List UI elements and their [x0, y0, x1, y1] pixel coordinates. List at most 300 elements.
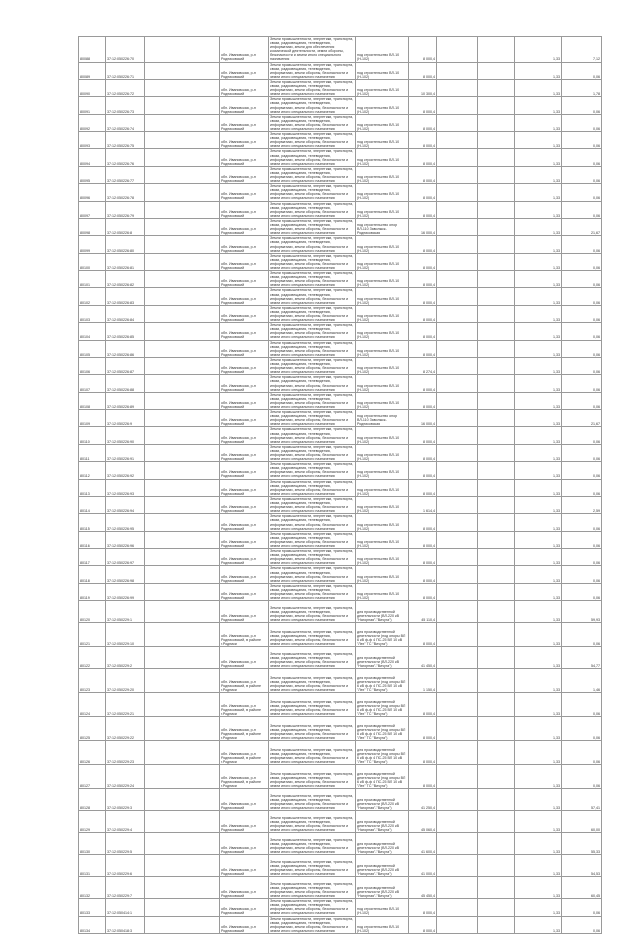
rate-text: 1,33: [553, 387, 560, 392]
empty-cell: [478, 323, 515, 340]
permitted-use-cell: [356, 566, 409, 583]
row-number-cell: [79, 323, 106, 340]
address-text: обл. Ивановская, р-н Родниковский: [221, 296, 256, 305]
row-number-text: 80108: [80, 404, 90, 409]
address-text: обл. Ивановская, р-н Родниковский: [221, 70, 256, 79]
empty-cell: [437, 693, 478, 717]
cadastral-number-cell: [106, 601, 145, 623]
land-category-cell: [269, 375, 356, 392]
empty-cell: [437, 789, 478, 811]
permitted-use-cell: [356, 531, 409, 548]
empty-cell: [437, 97, 478, 114]
empty-cell: [478, 566, 515, 583]
land-category-cell: [269, 496, 356, 513]
permitted-use-cell: [356, 765, 409, 789]
permitted-use-cell: [356, 357, 409, 374]
land-category-cell: [269, 811, 356, 833]
table-row: [79, 218, 602, 235]
permitted-use-text: под строительство ВЛ-10 (Н-102): [357, 209, 400, 218]
permitted-use-cell: [356, 236, 409, 253]
empty-cell: [437, 357, 478, 374]
empty-cell: [145, 623, 220, 647]
land-category-text: Земли промышленности, энергетики, транспорта, связи, радиовещания, телевидения, информатики, земли обороны, безопасности и земли иного специального назначения: [270, 149, 354, 166]
address-text: обл. Ивановская, р-н Родниковский, в районе г.Родники: [221, 679, 262, 693]
empty-cell: [437, 479, 478, 496]
empty-cell: [145, 97, 220, 114]
empty-cell: [145, 741, 220, 765]
table-row: [79, 877, 602, 899]
row-number-text: 80094: [80, 161, 90, 166]
address-text: обл. Ивановская, р-н Родниковский: [221, 209, 256, 218]
rate-text: 1,33: [553, 760, 560, 765]
cadastral-number-text: 37:12:050229:21: [107, 712, 134, 717]
empty-cell: [145, 340, 220, 357]
empty-cell: [437, 833, 478, 855]
empty-cell: [145, 166, 220, 183]
tax-cell: [562, 647, 602, 669]
cadastral-number-cell: [106, 916, 145, 933]
permitted-use-cell: [356, 288, 409, 305]
row-number-text: 80095: [80, 179, 90, 184]
area-text: 8 000,4: [423, 213, 435, 218]
empty-cell: [437, 323, 478, 340]
area-text: 41 450,4: [421, 664, 435, 669]
address-text: обл. Ивановская, р-н Родниковский: [221, 227, 256, 236]
row-number-text: 80121: [80, 642, 90, 647]
area-text: 8 000,4: [423, 911, 435, 916]
permitted-use-text: для производственной деятельности (под опоры ВЛ 6 кВ ф-ф 4 ПС-25 ВЛ 10 кВ "Лех" ТС "Вичуга"): [357, 699, 406, 717]
rate-text: 1,33: [553, 318, 560, 323]
area-text: 41 250,4: [421, 806, 435, 811]
area-cell: [409, 531, 437, 548]
land-category-text: Земли промышленности, энергетики, транспорта, связи, радиовещания, телевидения, информатики, земли обороны, безопасности и земли иного специального назначения: [270, 166, 354, 184]
empty-cell: [478, 166, 515, 183]
area-cell: [409, 323, 437, 340]
row-number-text: 80112: [80, 474, 90, 479]
empty-cell: [437, 392, 478, 409]
area-cell: [409, 833, 437, 855]
table-row: [79, 132, 602, 149]
permitted-use-text: под строительство ВЛ-10 (Н-102): [357, 574, 400, 583]
area-text: 8 000,4: [423, 642, 435, 647]
row-number-text: 80110: [80, 439, 90, 444]
row-number-text: 80096: [80, 196, 90, 201]
row-number-cell: [79, 97, 106, 114]
cadastral-number-cell: [106, 305, 145, 322]
tax-cell: [562, 184, 602, 201]
cadastral-number-text: 37:12:050226:8: [107, 231, 132, 236]
area-text: 8 000,4: [423, 318, 435, 323]
permitted-use-text: под строительство ВЛ-10 (Н-102): [357, 192, 400, 201]
row-number-text: 80132: [80, 894, 90, 899]
rate-cell: [515, 79, 562, 96]
row-number-cell: [79, 410, 106, 427]
permitted-use-text: под строительство ВЛ-10 (Н-102): [357, 105, 400, 114]
land-category-cell: [269, 765, 356, 789]
permitted-use-text: для производственной деятельности (ВЛ-220 кВ "Нагорная"-"Вичуга"): [357, 863, 399, 877]
table-row: [79, 549, 602, 566]
empty-cell: [478, 236, 515, 253]
address-text: обл. Ивановская, р-н Родниковский: [221, 574, 256, 583]
rate-cell: [515, 201, 562, 218]
table-row: [79, 623, 602, 647]
area-cell: [409, 855, 437, 877]
tax-text: 60,00: [591, 828, 600, 833]
tax-cell: [562, 899, 602, 916]
land-category-cell: [269, 323, 356, 340]
rate-cell: [515, 305, 562, 322]
land-category-text: Земли промышленности, энергетики, транспорта, связи, радиовещания, телевидения, информатики, земли обороны, безопасности и земли иного специального назначения: [270, 747, 354, 765]
address-text: обл. Ивановская, р-н Родниковский: [221, 522, 256, 531]
tax-text: 0,06: [593, 543, 600, 548]
cadastral-number-text: 37:12:050226:95: [107, 526, 134, 531]
permitted-use-text: под строительство ВЛ-10 (Н-102): [357, 907, 400, 916]
empty-cell: [145, 566, 220, 583]
address-cell: [220, 765, 269, 789]
cadastral-number-cell: [106, 789, 145, 811]
address-cell: [220, 323, 269, 340]
row-number-cell: [79, 392, 106, 409]
permitted-use-cell: [356, 916, 409, 933]
row-number-text: 80117: [80, 561, 90, 566]
rate-text: 1,33: [553, 806, 560, 811]
rate-text: 1,33: [553, 828, 560, 833]
tax-text: 0,06: [593, 457, 600, 462]
area-cell: [409, 375, 437, 392]
address-cell: [220, 623, 269, 647]
land-category-cell: [269, 669, 356, 693]
cadastral-number-text: 37:12:050229:7: [107, 894, 132, 899]
land-category-text: Земли промышленности, энергетики, транспорта, связи, радиовещания, телевидения, информатики, земли обороны, безопасности и земли иного специального назначения: [270, 184, 354, 201]
cadastral-number-cell: [106, 184, 145, 201]
address-text: обл. Ивановская, р-н Родниковский: [221, 824, 256, 833]
tax-cell: [562, 97, 602, 114]
tax-cell: [562, 236, 602, 253]
land-category-text: Земли промышленности, энергетики, транспорта, связи, радиовещания, телевидения, информатики, земли обороны, безопасности и земли иного специального назначения: [270, 427, 354, 444]
empty-cell: [145, 392, 220, 409]
empty-cell: [478, 693, 515, 717]
tax-cell: [562, 149, 602, 166]
row-number-cell: [79, 253, 106, 270]
empty-cell: [145, 288, 220, 305]
land-category-text: Земли промышленности, энергетики, транспорта, связи, радиовещания, телевидения, информатики, земли обороны, безопасности и земли иного специального назначения: [270, 479, 354, 496]
table-row: [79, 357, 602, 374]
table-row: [79, 855, 602, 877]
rate-text: 1,33: [553, 688, 560, 693]
empty-cell: [478, 514, 515, 531]
cadastral-number-cell: [106, 132, 145, 149]
cadastral-number-cell: [106, 462, 145, 479]
area-cell: [409, 479, 437, 496]
rate-text: 1,33: [553, 265, 560, 270]
rate-text: 1,33: [553, 109, 560, 114]
cadastral-number-text: 37:12:050229:5: [107, 850, 132, 855]
empty-cell: [145, 149, 220, 166]
rate-cell: [515, 132, 562, 149]
area-cell: [409, 741, 437, 765]
address-text: обл. Ивановская, р-н Родниковский: [221, 314, 256, 323]
rate-text: 1,33: [553, 370, 560, 375]
area-cell: [409, 184, 437, 201]
cadastral-number-text: 37:12:050226:99: [107, 596, 134, 601]
empty-cell: [437, 811, 478, 833]
cadastral-number-cell: [106, 271, 145, 288]
area-cell: [409, 717, 437, 741]
row-number-text: 80127: [80, 784, 90, 789]
tax-text: 0,06: [593, 179, 600, 184]
table-row: [79, 514, 602, 531]
land-category-text: Земли промышленности, энергетики, транспорта, связи, радиовещания, телевидения, информатики, земли обороны, безопасности и земли иного специального назначения: [270, 357, 354, 375]
address-text: обл. Ивановская, р-н Родниковский: [221, 435, 256, 444]
address-cell: [220, 184, 269, 201]
cadastral-number-text: 37:12:050226:98: [107, 578, 134, 583]
tax-text: 0,06: [593, 491, 600, 496]
row-number-text: 80120: [80, 618, 90, 623]
row-number-text: 80119: [80, 596, 90, 601]
cadastral-number-text: 37:12:050226:87: [107, 370, 134, 375]
empty-cell: [437, 855, 478, 877]
empty-cell: [145, 549, 220, 566]
rate-cell: [515, 392, 562, 409]
land-category-cell: [269, 166, 356, 183]
cadastral-number-cell: [106, 765, 145, 789]
tax-cell: [562, 855, 602, 877]
land-category-cell: [269, 462, 356, 479]
rate-text: 1,33: [553, 850, 560, 855]
permitted-use-text: под строительство ВЛ-10 (Н-102): [357, 400, 400, 409]
empty-cell: [478, 462, 515, 479]
address-text: обл. Ивановская, р-н Родниковский: [221, 470, 256, 479]
rate-text: 1,33: [553, 736, 560, 741]
empty-cell: [437, 375, 478, 392]
permitted-use-text: под строительство ВЛ-10 (Н-102): [357, 88, 400, 97]
address-cell: [220, 811, 269, 833]
cadastral-number-cell: [106, 37, 145, 63]
cadastral-number-cell: [106, 392, 145, 409]
area-text: 8 000,4: [423, 784, 435, 789]
address-text: обл. Ивановская, р-н Родниковский, в районе г.Родники: [221, 703, 262, 717]
permitted-use-cell: [356, 218, 409, 235]
row-number-cell: [79, 583, 106, 600]
empty-cell: [437, 531, 478, 548]
cadastral-number-cell: [106, 288, 145, 305]
empty-cell: [478, 669, 515, 693]
row-number-text: 80128: [80, 806, 90, 811]
empty-cell: [145, 877, 220, 899]
empty-cell: [437, 549, 478, 566]
row-number-cell: [79, 717, 106, 741]
row-number-text: 80123: [80, 688, 90, 693]
area-text: 8 000,4: [423, 596, 435, 601]
area-cell: [409, 357, 437, 374]
cadastral-number-cell: [106, 114, 145, 131]
cadastral-number-cell: [106, 340, 145, 357]
empty-cell: [437, 184, 478, 201]
cadastral-number-text: 37:12:050226:84: [107, 318, 134, 323]
tax-cell: [562, 132, 602, 149]
tax-cell: [562, 79, 602, 96]
table-row: [79, 114, 602, 131]
land-category-cell: [269, 444, 356, 461]
row-number-cell: [79, 218, 106, 235]
empty-cell: [478, 114, 515, 131]
permitted-use-cell: [356, 583, 409, 600]
empty-cell: [478, 811, 515, 833]
land-category-text: Земли промышленности, энергетики, транспорта, связи, радиовещания, телевидения, информатики, земли обороны, безопасности и земли иного специального назначения: [270, 410, 354, 427]
table-row: [79, 62, 602, 79]
permitted-use-cell: [356, 271, 409, 288]
row-number-cell: [79, 789, 106, 811]
empty-cell: [145, 669, 220, 693]
permitted-use-cell: [356, 392, 409, 409]
row-number-text: 80099: [80, 248, 90, 253]
land-category-cell: [269, 37, 356, 63]
permitted-use-cell: [356, 789, 409, 811]
empty-cell: [478, 392, 515, 409]
land-category-text: Земли промышленности, энергетики, транспорта, связи, радиовещания, телевидения, информатики, земли обороны, безопасности и земли иного специального назначения: [270, 97, 354, 114]
cadastral-number-cell: [106, 149, 145, 166]
area-text: 8 000,4: [423, 404, 435, 409]
permitted-use-text: под строительство ВЛ-10 (Н-102): [357, 557, 400, 566]
empty-cell: [145, 79, 220, 96]
tax-cell: [562, 62, 602, 79]
area-text: 8 000,4: [423, 335, 435, 340]
land-category-text: Земли промышленности, энергетики, транспорта, связи, радиовещания, телевидения, информатики, земли обороны, безопасности и земли иного специального назначения: [270, 392, 354, 409]
empty-cell: [145, 899, 220, 916]
empty-cell: [478, 765, 515, 789]
table-row: [79, 496, 602, 513]
row-number-text: 80118: [80, 578, 90, 583]
tax-text: 21,67: [591, 231, 600, 236]
land-category-text: Земли промышленности, энергетики, транспорта, связи, радиовещания, телевидения, информатики, земли обороны, безопасности и земли иного специального назначения: [270, 114, 354, 131]
empty-cell: [437, 288, 478, 305]
empty-cell: [145, 811, 220, 833]
tax-cell: [562, 37, 602, 63]
land-category-cell: [269, 531, 356, 548]
land-category-cell: [269, 789, 356, 811]
cadastral-number-text: 37:12:050226:85: [107, 335, 134, 340]
cadastral-number-cell: [106, 717, 145, 741]
table-body: [79, 37, 602, 934]
land-category-cell: [269, 340, 356, 357]
rate-text: 1,33: [553, 300, 560, 305]
permitted-use-text: под строительство ВЛ-10 (Н-102): [357, 331, 400, 340]
cadastral-number-cell: [106, 647, 145, 669]
permitted-use-text: для производственной деятельности (ВЛ-220 кВ "Нагорная"-"Вичуга"): [357, 885, 399, 899]
empty-cell: [478, 833, 515, 855]
tax-cell: [562, 877, 602, 899]
cadastral-number-cell: [106, 323, 145, 340]
cadastral-number-text: 37:12:050226:91: [107, 457, 134, 462]
empty-cell: [478, 855, 515, 877]
permitted-use-text: для производственной деятельности (под опоры ВЛ 6 кВ ф-ф 4 ПС-25 ВЛ 10 кВ "Лех" ТС "Вичуга"): [357, 747, 406, 765]
address-cell: [220, 583, 269, 600]
empty-cell: [145, 855, 220, 877]
row-number-cell: [79, 236, 106, 253]
cadastral-number-text: 37:12:050418:3: [107, 928, 132, 933]
address-text: обл. Ивановская, р-н Родниковский: [221, 907, 256, 916]
permitted-use-cell: [356, 97, 409, 114]
permitted-use-cell: [356, 427, 409, 444]
cadastral-number-cell: [106, 62, 145, 79]
empty-cell: [478, 444, 515, 461]
permitted-use-text: для производственной деятельности (под опоры ВЛ 6 кВ ф-ф 4 ПС-25 ВЛ 10 кВ "Лех" ТС "Вичуга"): [357, 675, 406, 693]
empty-cell: [145, 833, 220, 855]
rate-text: 1,33: [553, 248, 560, 253]
permitted-use-text: под строительство ВЛ-10 (Н-102): [357, 505, 400, 514]
tax-cell: [562, 375, 602, 392]
cadastral-number-text: 37:12:050226:79: [107, 213, 134, 218]
area-text: 8 000,4: [423, 474, 435, 479]
cadastral-number-cell: [106, 357, 145, 374]
address-text: обл. Ивановская, р-н Родниковский: [221, 366, 256, 375]
row-number-cell: [79, 741, 106, 765]
empty-cell: [437, 647, 478, 669]
tax-text: 0,06: [593, 712, 600, 717]
address-cell: [220, 288, 269, 305]
address-cell: [220, 566, 269, 583]
land-category-text: Земли промышленности, энергетики, транспорта, связи, радиовещания, телевидения, информатики, земли обороны, безопасности и земли иного специального назначения: [270, 815, 354, 833]
land-registry-table: [78, 36, 602, 934]
permitted-use-text: под строительство ВЛ-10 (Н-102): [357, 314, 400, 323]
permitted-use-cell: [356, 79, 409, 96]
row-number-text: 80101: [80, 283, 90, 288]
tax-cell: [562, 323, 602, 340]
tax-cell: [562, 479, 602, 496]
land-category-text: Земли промышленности, энергетики, транспорта, связи, радиовещания, телевидения, информатики, земли обороны, безопасности и земли иного специального назначения: [270, 340, 354, 357]
table-row: [79, 427, 602, 444]
land-category-text: Земли промышленности, энергетики, транспорта, связи, радиовещания, телевидения, информатики, земли обороны, безопасности и земли иного специального назначения: [270, 916, 354, 933]
area-text: 8 000,4: [423, 179, 435, 184]
permitted-use-cell: [356, 253, 409, 270]
address-cell: [220, 340, 269, 357]
address-text: обл. Ивановская, р-н Родниковский: [221, 505, 256, 514]
land-category-text: Земли промышленности, энергетики, транспорта, связи, радиовещания, телевидения, информатики, земли обороны, безопасности и земли иного специального назначения: [270, 675, 354, 693]
table-row: [79, 899, 602, 916]
empty-cell: [478, 288, 515, 305]
rate-text: 1,33: [553, 231, 560, 236]
address-text: обл. Ивановская, р-н Родниковский: [221, 348, 256, 357]
land-category-cell: [269, 114, 356, 131]
land-category-cell: [269, 601, 356, 623]
tax-cell: [562, 833, 602, 855]
cadastral-number-cell: [106, 236, 145, 253]
rate-text: 1,33: [553, 491, 560, 496]
tax-cell: [562, 496, 602, 513]
land-category-cell: [269, 514, 356, 531]
table-row: [79, 253, 602, 270]
rate-cell: [515, 601, 562, 623]
address-cell: [220, 236, 269, 253]
cadastral-number-cell: [106, 375, 145, 392]
cadastral-number-cell: [106, 741, 145, 765]
tax-text: 60,45: [591, 894, 600, 899]
land-category-text: Земли промышленности, энергетики, транспорта, связи, радиовещания, телевидения, информатики, земли обороны, безопасности и земли иного специального назначения: [270, 62, 354, 79]
area-cell: [409, 149, 437, 166]
rate-cell: [515, 514, 562, 531]
tax-cell: [562, 623, 602, 647]
area-cell: [409, 514, 437, 531]
tax-cell: [562, 340, 602, 357]
permitted-use-text: под строительство ВЛ-10 (Н-102): [357, 279, 400, 288]
tax-text: 0,06: [593, 474, 600, 479]
tax-text: 54,53: [591, 872, 600, 877]
table-row: [79, 392, 602, 409]
land-category-cell: [269, 97, 356, 114]
land-category-text: Земли промышленности, энергетики, транспорта, связи, радиовещания, телевидения, информатики, земли обороны, безопасности и земли иного специального назначения: [270, 605, 354, 623]
land-category-text: Земли промышленности, энергетики, транспорта, связи, радиовещания, телевидения, информатики, земли обороны, безопасности и земли иного специального назначения: [270, 444, 354, 462]
empty-cell: [145, 236, 220, 253]
